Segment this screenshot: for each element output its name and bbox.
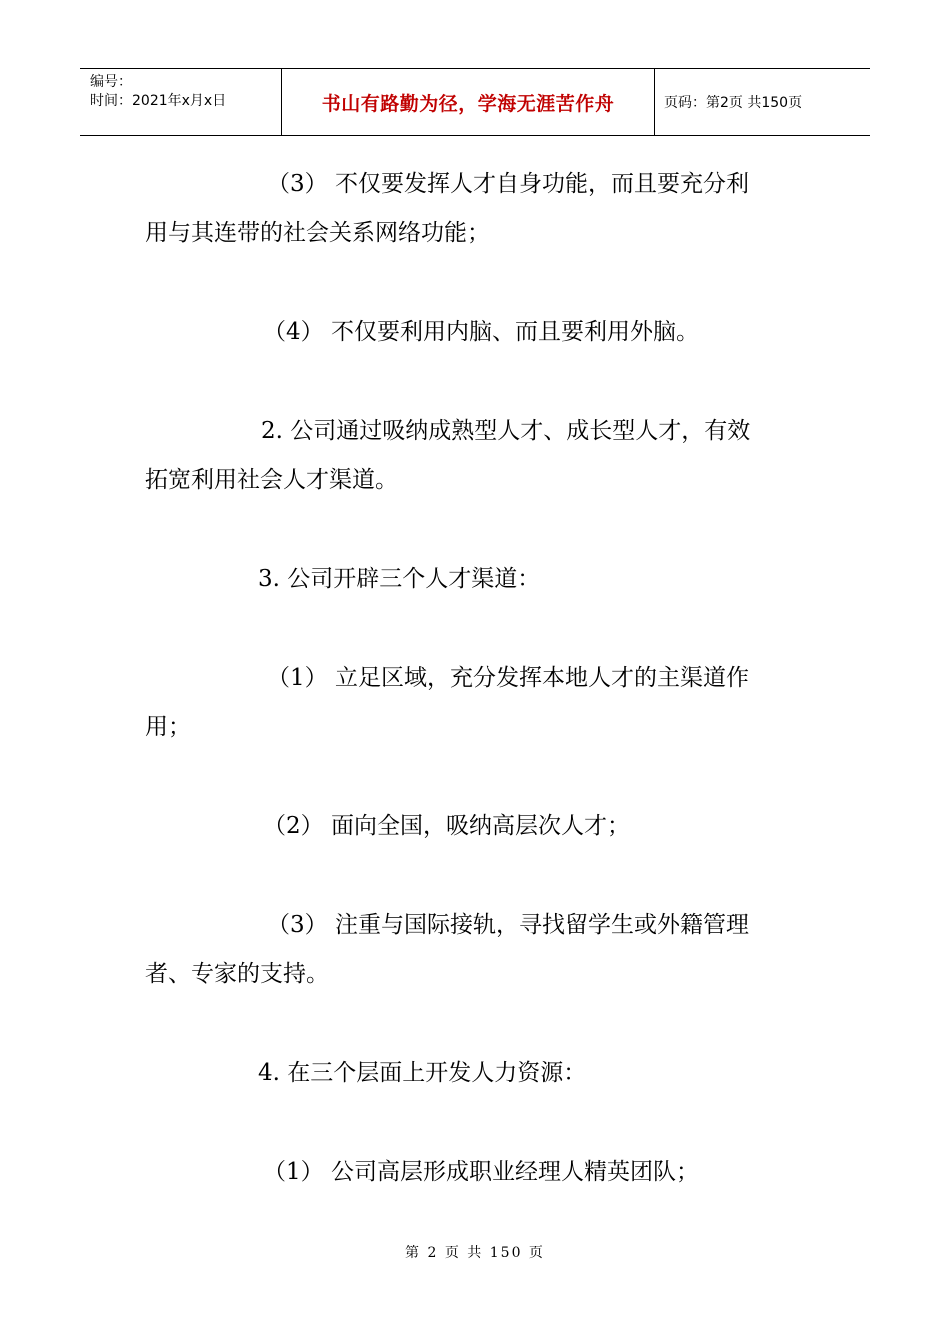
paragraph-lead: （1） 公司高层形成职业经理人精英团队；	[263, 1159, 699, 1185]
page-footer: 第 2 页 共 150 页	[405, 1245, 545, 1261]
paragraph	[145, 802, 807, 851]
paragraph-continuation: 拓宽利用社会人才渠道。	[145, 467, 398, 493]
paragraph-lead: （1） 立足区域，充分发挥本地人才的主渠道作	[267, 665, 749, 691]
paragraph	[145, 654, 807, 752]
paragraph-lead: （3） 注重与国际接轨，寻找留学生或外籍管理	[267, 912, 749, 938]
paragraph-lead: （2） 面向全国，吸纳高层次人才；	[263, 813, 630, 839]
paragraph	[145, 160, 807, 258]
paragraph-lead: （3） 不仅要发挥人才自身功能，而且要充分利	[267, 171, 749, 197]
paragraph	[145, 555, 807, 604]
paragraph	[145, 901, 807, 999]
paragraph-continuation: 用与其连带的社会关系网络功能；	[145, 220, 490, 246]
header-meta	[80, 69, 282, 135]
paragraph	[145, 308, 807, 357]
paragraph-lead: 2. 公司通过吸纳成熟型人才、成长型人才，有效	[261, 418, 751, 444]
page-header	[80, 68, 870, 136]
paragraph-continuation: 用；	[145, 714, 191, 740]
paragraph	[145, 1049, 807, 1098]
paragraph-lead: （4） 不仅要利用内脑、而且要利用外脑。	[263, 319, 699, 345]
paragraph-lead: 3. 公司开辟三个人才渠道：	[258, 566, 541, 592]
paragraph	[145, 1148, 807, 1197]
paragraph-lead: 4. 在三个层面上开发人力资源：	[258, 1060, 587, 1086]
document-body	[145, 160, 807, 1247]
number-label: 编号：	[90, 74, 132, 90]
header-motto: 书山有路勤为径，学海无涯苦作舟	[282, 69, 655, 135]
time-label: 时间：2021年x月x日	[90, 93, 227, 109]
paragraph-continuation: 者、专家的支持。	[145, 961, 329, 987]
paragraph	[145, 407, 807, 505]
header-page-info: 页码：第2页 共150页	[664, 95, 803, 111]
